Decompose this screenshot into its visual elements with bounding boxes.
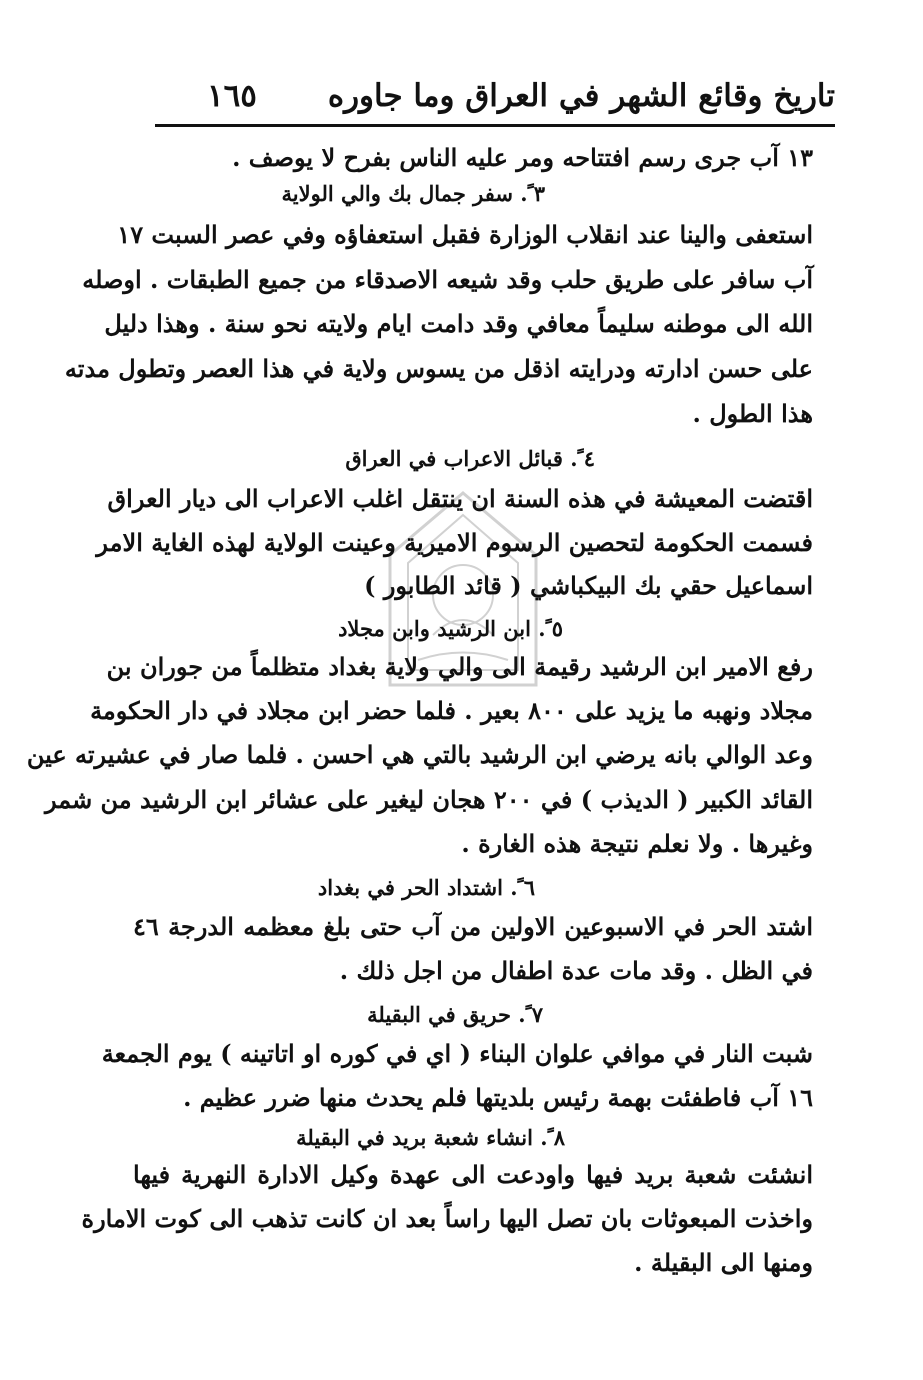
text-line: واخذت المبعوثات بان تصل اليها راساً بعد ان كانت تذهب الى كوت الامارة	[81, 1204, 813, 1233]
text-line: اقتضت المعيشة في هذه السنة ان ينتقل اغلب الاعراب الى ديار العراق	[107, 484, 813, 513]
text-line: انشئت شعبة بريد فيها واودعت الى عهدة وكيل الادارة النهرية فيها	[133, 1160, 813, 1189]
text-line: وغيرها . ولا نعلم نتيجة هذه الغارة .	[461, 829, 813, 858]
text-line: هذا الطول .	[692, 399, 813, 428]
text-line: ومنها الى البقيلة .	[634, 1248, 813, 1277]
text-line: على حسن ادارته ودرايته اذقل من يسوس ولاية في هذا العصر وتطول مدته	[64, 354, 813, 383]
text-line: شبت النار في موافي علوان البناء ( اي في كوره او اتاتينه ) يوم الجمعة	[101, 1039, 813, 1068]
running-title: تاريخ وقائع الشهر في العراق وما جاوره	[327, 78, 835, 114]
page-number: ١٦٥	[207, 78, 257, 114]
text-line: مجلاد ونهبه ما يزيد على ٨٠٠ بعير . فلما حضر ابن مجلاد في دار الحكومة	[90, 696, 813, 725]
section-heading: ٤ ً. قبائل الاعراب في العراق	[345, 446, 595, 471]
text-line: فسمت الحكومة لتحصين الرسوم الاميرية وعينت الولاية لهذه الغاية الامر	[96, 528, 813, 557]
page-header	[155, 70, 835, 120]
text-line: وعد الوالي بانه يرضي ابن الرشيد بالتي هي احسن . فلما صار في عشيرته عين	[26, 740, 813, 769]
text-line: ١٦ آب فاطفئت بهمة رئيس بلديتها فلم يحدث منها ضرر عظيم .	[183, 1083, 813, 1112]
text-line: القائد الكبير ( الديذب ) في ٢٠٠ هجان ليغير على عشائر ابن الرشيد من شمر	[44, 785, 813, 814]
text-line: في الظل . وقد مات عدة اطفال من اجل ذلك .	[339, 956, 813, 985]
section-heading: ٧ ً. حريق في البقيلة	[367, 1002, 543, 1027]
header-rule	[155, 124, 835, 127]
text-line: رفع الامير ابن الرشيد رقيمة الى والي ولاية بغداد متظلماً من جوران بن	[106, 652, 813, 681]
text-line: استعفى والينا عند انقلاب الوزارة فقبل استعفاؤه وفي عصر السبت ١٧	[117, 220, 813, 249]
text-line: اسماعيل حقي بك البيكباشي ( قائد الطابور )	[364, 571, 813, 600]
text-line: آب سافر على طريق حلب وقد شيعه الاصدقاء من جميع الطبقات . اوصله	[82, 265, 813, 294]
text-line: ١٣ آب جرى رسم افتتاحه ومر عليه الناس بفرح لا يوصف .	[232, 143, 813, 172]
section-heading: ٨ ً. انشاء شعبة بريد في البقيلة	[296, 1125, 565, 1150]
text-line: اشتد الحر في الاسبوعين الاولين من آب حتى بلغ معظمه الدرجة ٤٦	[133, 912, 813, 941]
section-heading: ٥ ً. ابن الرشيد وابن مجلاد	[338, 616, 563, 641]
section-heading: ٣ ً. سفر جمال بك والي الولاية	[281, 181, 545, 206]
section-heading: ٦ ً. اشتداد الحر في بغداد	[317, 875, 535, 900]
text-line: الله الى موطنه سليماً معافي وقد دامت ايام ولايته نحو سنة . وهذا دليل	[104, 309, 813, 338]
